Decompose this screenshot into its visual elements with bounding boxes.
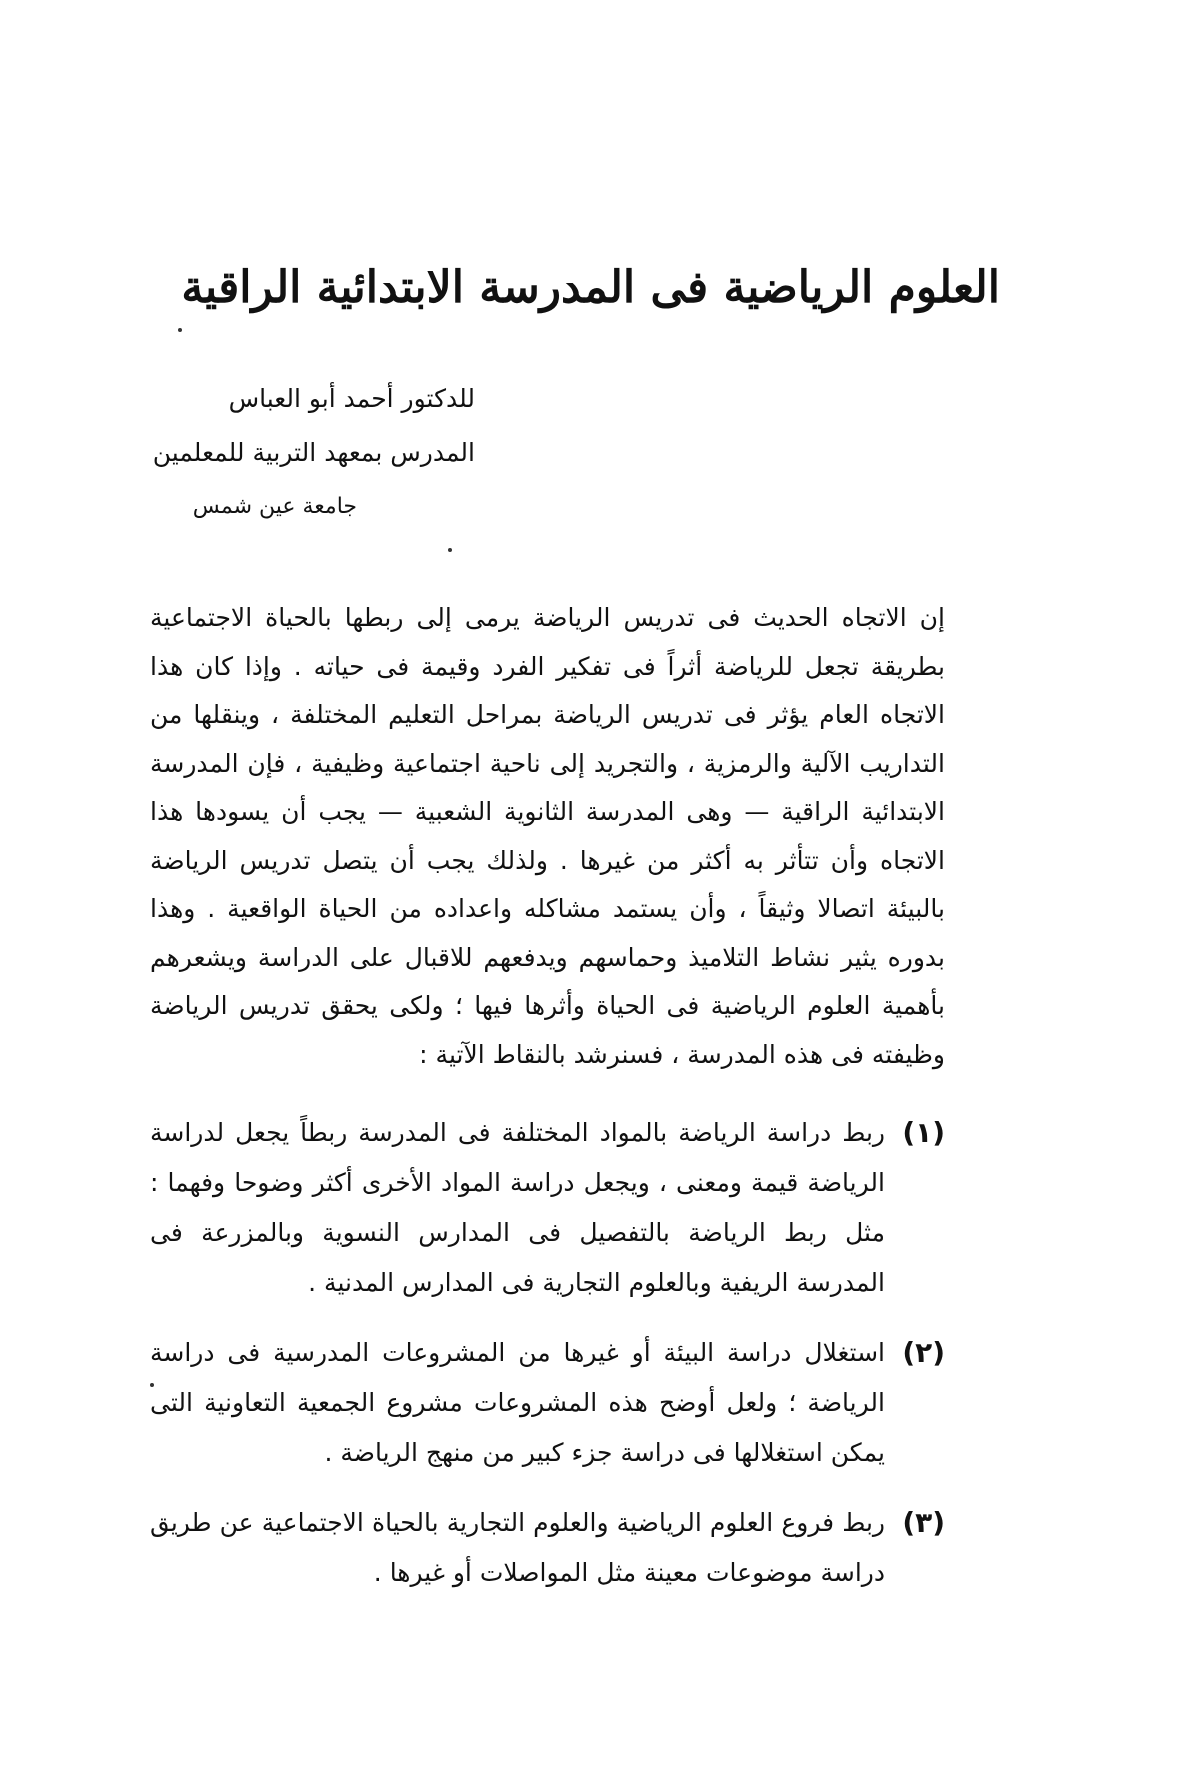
list-item-text: ربط دراسة الرياضة بالمواد المختلفة فى المدرسة ربطاً يجعل لدراسة الرياضة قيمة ومعنى ، ويجعل دراسة المواد الأخرى أكثر وضوحا وفهما : مثل ربط الرياضة بالتفصيل فى المدارس النسوية وبالمزرعة فى المدرسة الريفية وبالعلوم التجارية فى المدارس المدنية . <box>150 1118 885 1297</box>
scan-speck <box>448 548 452 552</box>
scan-speck <box>150 1383 154 1387</box>
list-item <box>150 1328 945 1478</box>
list-item <box>150 1108 945 1308</box>
intro-paragraph: إن الاتجاه الحديث فى تدريس الرياضة يرمى إلى ربطها بالحياة الاجتماعية بطريقة تجعل للرياضة أثراً فى تفكير الفرد وقيمة فى حياته . وإذا كان هذا الاتجاه العام يؤثر فى تدريس الرياضة بمراحل التعليم المختلفة ، وينقلها من التداريب الآلية والرمزية ، والتجريد إلى ناحية اجتماعية وظيفية ، فإن المدرسة الابتدائية الراقية — وهى المدرسة الثانوية الشعبية — يجب أن يسودها هذا الاتجاه وأن تتأثر به أكثر من غيرها . ولذلك يجب أن يتصل تدريس الرياضة بالبيئة اتصالا وثيقاً ، وأن يستمد مشاكله واعداده من الحياة الواقعية . وهذا بدوره يثير نشاط التلاميذ وحماسهم ويدفعهم للاقبال على الدراسة ويشعرهم بأهمية العلوم الرياضية فى الحياة وأثرها فيها ؛ ولكى يحقق تدريس الرياضة وظيفته فى هذه المدرسة ، فسنرشد بالنقاط الآتية : <box>150 603 945 1069</box>
list-item-text: استغلال دراسة البيئة أو غيرها من المشروعات المدرسية فى دراسة الرياضة ؛ ولعل أوضح هذه المشروعات مشروع الجمعية التعاونية التى يمكن استغلالها فى دراسة جزء كبير من منهج الرياضة . <box>150 1338 885 1467</box>
author-position: المدرس بمعهد التربية للمعلمين <box>152 438 475 467</box>
list-item-number: (٣) <box>902 1506 945 1539</box>
page-title: العلوم الرياضية فى المدرسة الابتدائية الراقية <box>181 262 1000 313</box>
author-block <box>55 372 475 534</box>
author-name: للدكتور أحمد أبو العباس <box>228 384 475 413</box>
list-item-text: ربط فروع العلوم الرياضية والعلوم التجارية بالحياة الاجتماعية عن طريق دراسة موضوعات معينة مثل المواصلات أو غيرها . <box>150 1508 885 1587</box>
list-item <box>150 1498 945 1598</box>
scan-speck <box>178 328 182 332</box>
author-university: جامعة عين شمس <box>192 494 357 519</box>
list-item-number: (٢) <box>902 1336 945 1369</box>
numbered-list <box>150 1108 945 1618</box>
list-item-number: (١) <box>902 1116 945 1149</box>
